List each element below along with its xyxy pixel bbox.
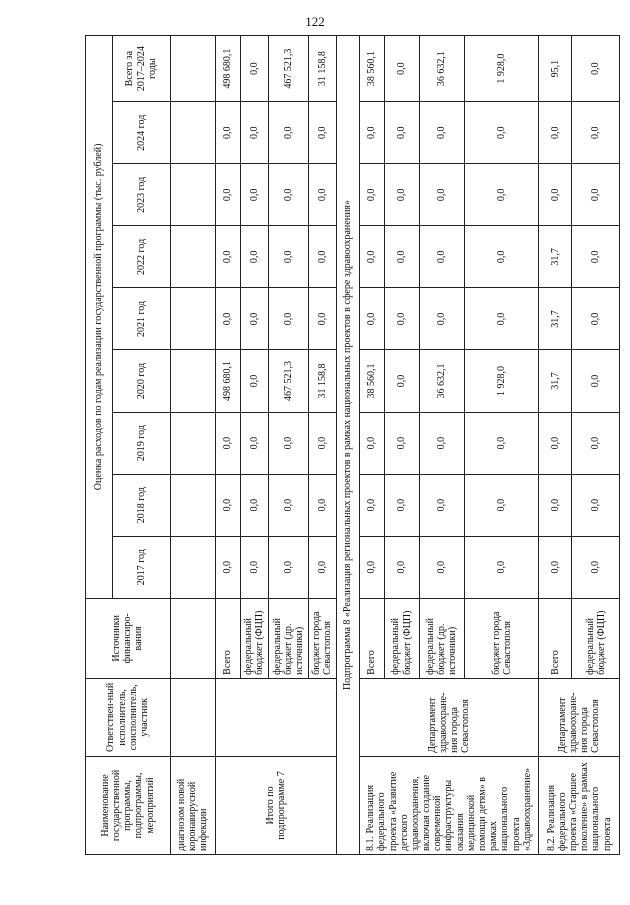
value-cell: 498 680,1 bbox=[216, 36, 241, 102]
header-year: 2018 год bbox=[112, 474, 170, 536]
value-cell: 0,0 bbox=[359, 102, 384, 164]
value-cell: 0,0 bbox=[419, 102, 464, 164]
value-cell: 467 521,3 bbox=[269, 350, 309, 412]
item82-responsible: Департамент здравоохране-ния города Севастополя bbox=[539, 678, 620, 756]
value-cell: 1 928,0 bbox=[465, 36, 539, 102]
source-cell: федеральный бюджет (ФЦП) bbox=[384, 598, 419, 678]
value-cell: 0,0 bbox=[240, 412, 268, 474]
value-cell: 0,0 bbox=[269, 288, 309, 350]
value-cell: 0,0 bbox=[269, 536, 309, 598]
source-cell: бюджет города Севастополя bbox=[465, 598, 539, 678]
value-cell: 0,0 bbox=[216, 226, 241, 288]
value-cell: 0,0 bbox=[572, 164, 620, 226]
header-estimate: Оценка расходов по годам реализации государственной программы (тыс. рублей) bbox=[86, 36, 113, 599]
value-cell: 0,0 bbox=[572, 36, 620, 102]
value-cell: 0,0 bbox=[240, 102, 268, 164]
value-cell: 0,0 bbox=[240, 226, 268, 288]
table-row bbox=[337, 36, 360, 855]
value-cell: 0,0 bbox=[384, 288, 419, 350]
value-cell: 0,0 bbox=[216, 412, 241, 474]
value-cell: 1 928,0 bbox=[465, 350, 539, 412]
value-cell: 0,0 bbox=[269, 474, 309, 536]
value-cell: 38 560,1 bbox=[359, 350, 384, 412]
value-cell: 0,0 bbox=[359, 474, 384, 536]
value-cell: 0,0 bbox=[419, 288, 464, 350]
page-number: 122 bbox=[305, 14, 325, 29]
expenditure-table bbox=[85, 35, 620, 855]
value-cell: 498 680,1 bbox=[216, 350, 241, 412]
value-cell: 0,0 bbox=[572, 226, 620, 288]
value-cell: 0,0 bbox=[384, 350, 419, 412]
table-row bbox=[216, 36, 241, 855]
value-cell: 0,0 bbox=[384, 226, 419, 288]
value-cell: 95,1 bbox=[539, 36, 572, 102]
value-cell: 0,0 bbox=[269, 412, 309, 474]
row-name: диагнозом новой коронавирусной инфекции bbox=[170, 756, 215, 854]
value-cell: 0,0 bbox=[572, 350, 620, 412]
value-cell: 0,0 bbox=[419, 164, 464, 226]
value-cell: 0,0 bbox=[240, 536, 268, 598]
value-cell: 0,0 bbox=[216, 474, 241, 536]
value-cell: 0,0 bbox=[572, 412, 620, 474]
rotated-table-wrapper bbox=[85, 35, 620, 855]
value-cell: 0,0 bbox=[572, 536, 620, 598]
value-cell: 0,0 bbox=[419, 536, 464, 598]
item82-name: 8.2. Реализация федерального проекта «Старшее поколение» в рамках национального проекта bbox=[539, 756, 620, 854]
value-cell: 0,0 bbox=[269, 164, 309, 226]
value-cell: 0,0 bbox=[419, 226, 464, 288]
value-cell: 0,0 bbox=[572, 288, 620, 350]
header-year: 2024 год bbox=[112, 102, 170, 164]
table-row bbox=[170, 36, 215, 855]
value-cell: 0,0 bbox=[384, 412, 419, 474]
header-year: 2021 год bbox=[112, 288, 170, 350]
value-cell: 0,0 bbox=[465, 164, 539, 226]
value-cell: 0,0 bbox=[308, 412, 336, 474]
value-cell: 0,0 bbox=[419, 412, 464, 474]
value-cell: 0,0 bbox=[308, 474, 336, 536]
table-row bbox=[359, 36, 384, 855]
value-cell: 0,0 bbox=[269, 226, 309, 288]
value-cell: 0,0 bbox=[240, 350, 268, 412]
header-year: 2017 год bbox=[112, 536, 170, 598]
item81-name: 8.1. Реализация федерального проекта «Развитие детского здравоохранения, включая создание современной инфраструктуры оказания медицинской помощи детям» в рамках национального проекта «Здравоохранение» bbox=[359, 756, 539, 854]
value-cell: 0,0 bbox=[465, 536, 539, 598]
value-cell: 31 158,8 bbox=[308, 36, 336, 102]
value-cell: 0,0 bbox=[308, 102, 336, 164]
value-cell: 31 158,8 bbox=[308, 350, 336, 412]
value-cell: 31,7 bbox=[539, 350, 572, 412]
value-cell: 38 560,1 bbox=[359, 36, 384, 102]
item81-responsible: Департамент здравоохране-ния города Севастополя bbox=[359, 678, 539, 756]
value-cell: 0,0 bbox=[359, 226, 384, 288]
value-cell: 31,7 bbox=[539, 226, 572, 288]
value-cell: 0,0 bbox=[572, 102, 620, 164]
total7-name: Итого по подпрограмме 7 bbox=[216, 756, 337, 854]
value-cell: 0,0 bbox=[384, 164, 419, 226]
value-cell: 0,0 bbox=[216, 164, 241, 226]
value-cell: 467 521,3 bbox=[269, 36, 309, 102]
header-source: Источники финансиро-вания bbox=[86, 598, 171, 678]
source-cell: федеральный бюджет (др. источники) bbox=[269, 598, 309, 678]
value-cell: 0,0 bbox=[539, 536, 572, 598]
value-cell: 0,0 bbox=[359, 164, 384, 226]
value-cell: 0,0 bbox=[216, 536, 241, 598]
header-year: 2020 год bbox=[112, 350, 170, 412]
header-name: Наименование государственной программы, подпрограммы, мероприятий bbox=[86, 756, 171, 854]
value-cell: 0,0 bbox=[384, 536, 419, 598]
value-cell: 0,0 bbox=[359, 412, 384, 474]
subprogram-heading: Подпрограмма 8 «Реализация региональных проектов в рамках национальных проектов в сфере здравоохранения» bbox=[337, 36, 360, 855]
value-cell: 0,0 bbox=[539, 474, 572, 536]
source-cell: Всего bbox=[539, 598, 572, 678]
value-cell: 0,0 bbox=[465, 474, 539, 536]
value-cell: 0,0 bbox=[240, 288, 268, 350]
value-cell: 0,0 bbox=[359, 288, 384, 350]
value-cell: 0,0 bbox=[539, 164, 572, 226]
value-cell: 0,0 bbox=[465, 102, 539, 164]
header-year: 2022 год bbox=[112, 226, 170, 288]
value-cell: 0,0 bbox=[308, 226, 336, 288]
value-cell: 0,0 bbox=[384, 102, 419, 164]
source-cell: бюджет города Севастополя bbox=[308, 598, 336, 678]
header-responsible: Ответствен-ный исполнитель, соисполнитель, участник bbox=[86, 678, 171, 756]
value-cell: 0,0 bbox=[419, 474, 464, 536]
source-cell: Всего bbox=[216, 598, 241, 678]
value-cell: 0,0 bbox=[308, 288, 336, 350]
value-cell: 0,0 bbox=[384, 36, 419, 102]
header-year: 2023 год bbox=[112, 164, 170, 226]
value-cell: 0,0 bbox=[240, 164, 268, 226]
value-cell: 0,0 bbox=[539, 412, 572, 474]
value-cell: 0,0 bbox=[240, 474, 268, 536]
source-cell: федеральный бюджет (др. источники) bbox=[419, 598, 464, 678]
value-cell: 0,0 bbox=[269, 102, 309, 164]
value-cell: 0,0 bbox=[308, 164, 336, 226]
value-cell: 36 632,1 bbox=[419, 350, 464, 412]
header-year: Всего за 2017–2024 годы bbox=[112, 36, 170, 102]
header-year: 2019 год bbox=[112, 412, 170, 474]
value-cell: 31,7 bbox=[539, 288, 572, 350]
value-cell: 36 632,1 bbox=[419, 36, 464, 102]
value-cell: 0,0 bbox=[539, 102, 572, 164]
value-cell: 0,0 bbox=[359, 536, 384, 598]
value-cell: 0,0 bbox=[308, 536, 336, 598]
source-cell: федеральный бюджет (ФЦП) bbox=[572, 598, 620, 678]
value-cell: 0,0 bbox=[240, 36, 268, 102]
value-cell: 0,0 bbox=[384, 474, 419, 536]
value-cell: 0,0 bbox=[465, 226, 539, 288]
value-cell: 0,0 bbox=[465, 412, 539, 474]
value-cell: 0,0 bbox=[216, 288, 241, 350]
value-cell: 0,0 bbox=[572, 474, 620, 536]
table-row bbox=[539, 36, 572, 855]
source-cell: федеральный бюджет (ФЦП) bbox=[240, 598, 268, 678]
source-cell: Всего bbox=[359, 598, 384, 678]
value-cell: 0,0 bbox=[465, 288, 539, 350]
value-cell: 0,0 bbox=[216, 102, 241, 164]
